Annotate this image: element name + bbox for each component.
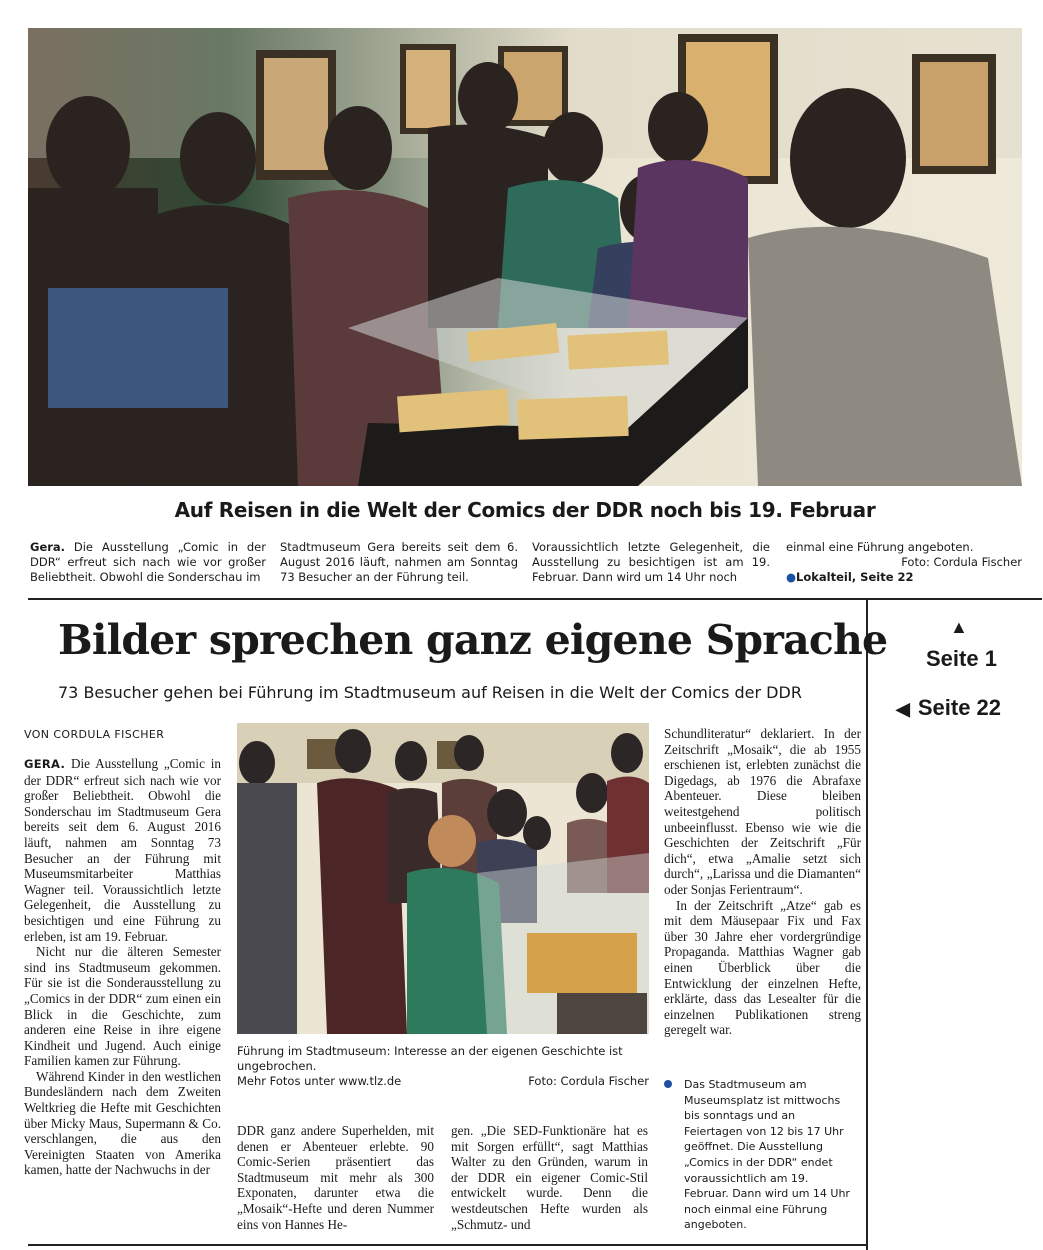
- article-col-4-p2: In der Zeitschrift „Atze“ gab es mit dem Mäusepaar Fix und Fax über 30 Jahre eher vordergründige Propaganda. Matthias Wagner gab einen Überblick über die Entwicklung der einzelnen Hefte, erklärte, dass das Lesealter für die einzelnen Publikationen streng geregelt war.: [664, 897, 861, 1038]
- article-dateline: GERA.: [24, 757, 66, 771]
- article-col-1: [24, 756, 221, 1178]
- teaser-col-4-text: einmal eine Führung angeboten.: [786, 540, 974, 554]
- more-photos-link[interactable]: Mehr Fotos unter www.tlz.de: [237, 1074, 402, 1088]
- seite-1-label: Seite 1: [926, 646, 997, 671]
- top-divider: [28, 598, 1042, 600]
- seite-22-marker: [896, 695, 1001, 721]
- article-col-3-text: gen. „Die SED-Funktionäre hat es mit Sorgen erfüllt“, sagt Matthias Walter zu den Gründen, warum in der DDR ein eigener Comic-Stil entwickelt wurde. Denn die westdeutschen Hefte wurden als „Schmutz- und: [451, 1123, 648, 1232]
- article-col-4: [664, 726, 861, 1038]
- article-headline: Bilder sprechen ganz eigene Sprache: [58, 616, 888, 664]
- article-col-1-p3: Während Kinder in den westlichen Bundesländern nach dem Zweiten Weltkrieg die Hefte mit Geschichten über Micky Maus, Supermann & Co. verschlangen, die aus den Vereinigten Staaten von Amerika kamen, hatte der Nachwuchs in der: [24, 1068, 221, 1178]
- seite-left-arrow-icon: ◀: [896, 699, 910, 719]
- teaser-reference[interactable]: [786, 570, 914, 584]
- teaser-col-3: Voraussichtlich letzte Gelegenheit, die Ausstellung zu besichtigen ist am 19. Februar. Dann wird um 14 Uhr noch: [532, 540, 770, 584]
- bottom-divider: [28, 1244, 866, 1246]
- article-col-1-p1: [24, 756, 221, 944]
- teaser-col-1-text: Die Ausstellung „Comic in der DDR“ erfreut sich nach wie vor großer Beliebtheit. Obwohl die Sonderschau im: [30, 540, 266, 584]
- article-byline: VON CORDULA FISCHER: [24, 728, 165, 741]
- teaser-col-1: [30, 540, 266, 585]
- info-box-text: Das Stadtmuseum am Museumsplatz ist mittwochs bis sonntags und an Feiertagen von 12 bis 17 Uhr geöffnet. Die Ausstellung „Comics in der DDR“ endet voraussichtlich am 19. Februar. Dann wird um 14 Uhr noch einmal eine Führung angeboten.: [684, 1078, 850, 1232]
- seite-up-arrow-icon: ▲: [950, 617, 968, 637]
- bullet-icon: ●: [786, 570, 797, 584]
- info-bullet-icon: [664, 1080, 672, 1088]
- article-photo: [237, 723, 649, 1034]
- top-photo: [28, 28, 1022, 486]
- teaser-col-4: [786, 540, 1022, 585]
- teaser-col-2: Stadtmuseum Gera bereits seit dem 6. August 2016 läuft, nahmen am Sonntag 73 Besucher an der Führung teil.: [280, 540, 518, 584]
- article-col-2: [237, 1123, 434, 1232]
- teaser-photo-credit: Foto: Cordula Fischer: [901, 555, 1022, 569]
- caption-row: [237, 1074, 649, 1089]
- vertical-divider: [866, 600, 868, 1250]
- teaser-dateline: Gera.: [30, 540, 66, 554]
- info-box: [664, 1077, 854, 1233]
- article-photo-caption: [237, 1044, 649, 1089]
- caption-text: Führung im Stadtmuseum: Interesse an der eigenen Geschichte ist ungebrochen.: [237, 1044, 623, 1073]
- article-col-2-text: DDR ganz andere Superhelden, mit denen er Abenteuer erlebte. 90 Comic-Serien präsentiert das Stadtmuseum mit mehr als 300 Exponaten, darunter etwa die „Mosaik“-Hefte und deren Nummer eins von Hannes He-: [237, 1123, 434, 1232]
- article-subheadline: 73 Besucher gehen bei Führung im Stadtmuseum auf Reisen in die Welt der Comics der DDR: [58, 683, 802, 702]
- article-col-1-p1-text: Die Ausstellung „Comic in der DDR“ erfreut sich nach wie vor großer Beliebtheit. Obwohl die Sonderschau im Stadtmuseum Gera bereits seit dem 6. August 2016 läuft, nahmen am Sonntag 73 Besucher an der Führung mit Museumsmitarbeiter Matthias Wagner teil. Voraussichtlich letzte Gelegenheit, die Ausstellung zu besichtigen und eine Führung zu erleben, ist am 19. Februar.: [24, 756, 221, 944]
- teaser-reference-label: Lokalteil, Seite 22: [796, 570, 914, 584]
- article-col-1-p2: Nicht nur die älteren Semester sind ins Stadtmuseum gekommen. Für sie ist die Sonderausstellung zu „Comics in der DDR“ zum einen ein Blick in die Geschichte, zum anderen eine Reise in ihre eigene Kindheit und Jugend. Auch einige Familien kamen zur Führung.: [24, 944, 221, 1069]
- article-col-3: [451, 1123, 648, 1232]
- seite-22-label: Seite 22: [917, 695, 1002, 720]
- article-photo-credit: Foto: Cordula Fischer: [528, 1074, 649, 1088]
- top-headline: Auf Reisen in die Welt der Comics der DDR noch bis 19. Februar: [174, 498, 876, 522]
- article-col-4-p1: Schundliteratur“ deklariert. In der Zeitschrift „Mosaik“, die ab 1955 erschienen ist, erlebten zunächst die Digedags, ab 1976 die Abrafaxe Abenteuer. Diese bleiben weitestgehend politisch unbeeinflusst. Ebenso wie wie die Geschichten der Zeitschrift „Für dich“, etwa „Amalie setzt sich durch“, „Larissa und die Diamanten“ oder Sonjas Ferientraum“.: [664, 726, 861, 897]
